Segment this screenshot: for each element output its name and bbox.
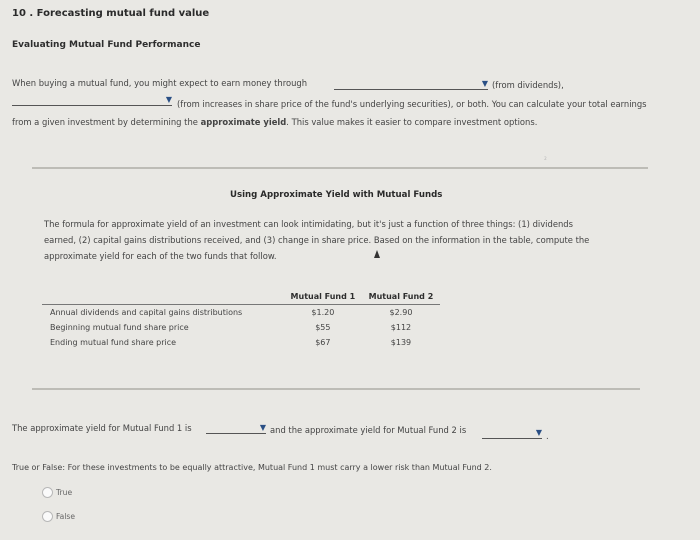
mutual-fund-table <box>42 289 440 350</box>
false-radio[interactable] <box>42 511 53 522</box>
false-radio-label[interactable]: False <box>56 512 76 521</box>
intro-line1-text: When buying a mutual fund, you might expect to earn money through <box>12 78 308 88</box>
intro-line2-text: (from increases in share price of the fund's underlying securities), or both. You can calculate your total earnings <box>177 99 647 109</box>
table-header-fund1: Mutual Fund 1 <box>290 292 356 301</box>
section-divider-bottom <box>32 388 640 390</box>
earnings-source-dropdown-1[interactable] <box>334 79 488 90</box>
chevron-down-icon: ▼ <box>535 428 542 437</box>
answer-text-fund1: The approximate yield for Mutual Fund 1 is <box>12 423 192 433</box>
section-divider-top <box>32 167 648 169</box>
row-label: Beginning mutual fund share price <box>50 323 189 332</box>
section-title: Evaluating Mutual Fund Performance <box>12 40 201 50</box>
intro-line3-start: from a given investment by determining the <box>12 117 198 127</box>
table-row <box>42 305 440 321</box>
table-header-row <box>42 289 440 305</box>
yield-line1: The formula for approximate yield of an investment can look intimidating, but it's just a function of three things: (1) dividends <box>44 219 573 229</box>
fund2-yield-dropdown[interactable] <box>482 428 542 439</box>
fund1-value: $55 <box>315 323 331 332</box>
row-label: Ending mutual fund share price <box>50 338 177 347</box>
yield-line3: approximate yield for each of the two funds that follow. <box>44 251 277 261</box>
scroll-mark: ₂ <box>544 154 547 162</box>
table-header-empty <box>42 289 284 305</box>
table-row <box>42 335 440 350</box>
yield-section-title: Using Approximate Yield with Mutual Funds <box>230 190 443 200</box>
table-header-fund2: Mutual Fund 2 <box>368 292 434 301</box>
row-label: Annual dividends and capital gains distributions <box>50 308 243 317</box>
true-false-question: True or False: For these investments to be equally attractive, Mutual Fund 1 must carry a lower risk than Mutual Fund 2. <box>12 463 492 472</box>
fund2-value: $2.90 <box>389 308 413 317</box>
fund2-value: $112 <box>390 323 412 332</box>
chevron-down-icon: ▼ <box>165 95 172 104</box>
true-radio[interactable] <box>42 487 53 498</box>
answer-period: . <box>546 431 549 441</box>
question-title: 10 . Forecasting mutual fund value <box>12 8 210 19</box>
table-row <box>42 320 440 335</box>
intro-line3 <box>12 117 537 127</box>
yield-line2: earned, (2) capital gains distributions received, and (3) change in share price. Based on the information in the table, compute the <box>44 235 590 245</box>
fund1-value: $1.20 <box>311 308 335 317</box>
intro-line1-suffix: (from dividends), <box>492 80 564 90</box>
true-radio-label[interactable]: True <box>56 488 73 497</box>
fund1-yield-dropdown[interactable] <box>206 423 266 434</box>
mouse-cursor-icon <box>374 250 380 258</box>
fund1-value: $67 <box>315 338 331 347</box>
fund2-value: $139 <box>390 338 412 347</box>
chevron-down-icon: ▼ <box>481 79 488 88</box>
chevron-down-icon: ▼ <box>259 423 266 432</box>
approximate-yield-term: approximate yield <box>200 117 287 127</box>
earnings-source-dropdown-2[interactable] <box>12 95 172 106</box>
intro-line3-end: . This value makes it easier to compare investment options. <box>286 117 538 127</box>
answer-text-fund2: and the approximate yield for Mutual Fund 2 is <box>270 425 467 435</box>
